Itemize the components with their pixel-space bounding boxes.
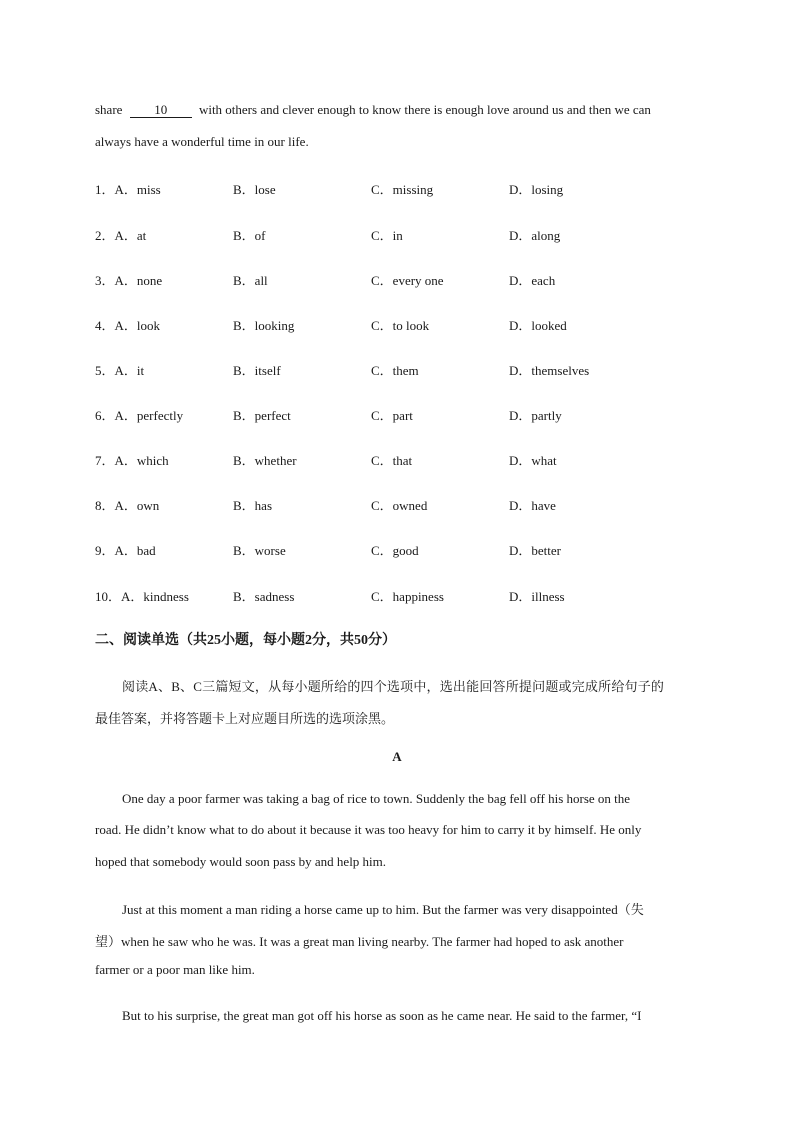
question-5-option-c: C．them: [371, 363, 419, 378]
question-number: 9．: [95, 543, 115, 558]
paragraph-3-line-1: But to his surprise, the great man got off his horse as soon as he came near. He said to the farmer, “I: [122, 1008, 642, 1023]
intro-line-1: [95, 102, 651, 118]
question-1-option-c: C．missing: [371, 182, 434, 197]
question-7-option-d: D．what: [509, 453, 557, 468]
instruction-line-1: 阅读A、B、C三篇短文，从每小题所给的四个选项中，选出能回答所提问题或完成所给句子的: [122, 679, 665, 694]
question-5-option-d: D．themselves: [509, 363, 590, 378]
question-10-option-c: C．happiness: [371, 589, 444, 604]
question-3-option-a: [95, 270, 162, 289]
question-5-option-a: [95, 360, 144, 379]
passage-label: A: [392, 749, 402, 764]
intro-text-after: with others and clever enough to know there is enough love around us and then we can: [198, 102, 651, 117]
question-number: 1．: [95, 182, 115, 197]
question-4-option-a: [95, 315, 160, 334]
question-10-option-b: B．sadness: [233, 589, 295, 604]
option-a-text: A．at: [114, 228, 147, 243]
question-9-option-d: D．better: [509, 543, 561, 558]
question-4-option-b: B．looking: [233, 318, 295, 333]
question-row-4: [95, 315, 715, 335]
question-6-option-a: [95, 405, 183, 424]
option-a-text: A．none: [114, 273, 163, 288]
option-a-text: A．own: [114, 498, 160, 513]
paragraph-2-line-3: farmer or a poor man like him.: [95, 962, 255, 977]
question-7-option-a: [95, 450, 169, 469]
paragraph-2-line-2: 望）when he saw who he was. It was a great man living nearby. The farmer had hoped to ask another: [95, 934, 624, 949]
question-3-option-d: D．each: [509, 273, 556, 288]
option-a-text: A．look: [114, 318, 161, 333]
question-9-option-c: C．good: [371, 543, 419, 558]
question-row-6: [95, 405, 715, 425]
question-row-1: [95, 179, 715, 199]
question-8-option-c: C．owned: [371, 498, 428, 513]
question-row-3: [95, 270, 715, 290]
question-6-option-c: C．part: [371, 408, 413, 423]
question-7-option-b: B．whether: [233, 453, 297, 468]
intro-text-before: share: [95, 102, 123, 117]
question-4-option-d: D．looked: [509, 318, 567, 333]
question-number: 10．: [95, 589, 122, 604]
question-1-option-b: B．lose: [233, 182, 276, 197]
option-a-text: A．miss: [114, 182, 161, 197]
option-a-text: A．it: [114, 363, 145, 378]
paragraph-1-line-1: One day a poor farmer was taking a bag of rice to town. Suddenly the bag fell off his horse on the: [122, 791, 631, 806]
question-2-option-a: [95, 225, 146, 244]
question-10-option-a: [95, 586, 189, 605]
question-number: 6．: [95, 408, 115, 423]
question-6-option-b: B．perfect: [233, 408, 291, 423]
question-row-9: [95, 540, 715, 560]
paragraph-1-line-3: hoped that somebody would soon pass by and help him.: [95, 854, 387, 869]
question-1-option-d: D．losing: [509, 182, 564, 197]
question-2-option-c: C．in: [371, 228, 403, 243]
question-3-option-c: C．every one: [371, 273, 444, 288]
paragraph-2-line-1: Just at this moment a man riding a horse came up to him. But the farmer was very disappointed（失: [122, 902, 644, 917]
question-number: 7．: [95, 453, 115, 468]
question-10-option-d: D．illness: [509, 589, 565, 604]
question-8-option-b: B．has: [233, 498, 273, 513]
question-number: 3．: [95, 273, 115, 288]
question-row-7: [95, 450, 715, 470]
question-number: 5．: [95, 363, 115, 378]
question-9-option-b: B．worse: [233, 543, 286, 558]
question-4-option-c: C．to look: [371, 318, 430, 333]
question-9-option-a: [95, 540, 156, 559]
question-row-5: [95, 360, 715, 380]
question-row-8: [95, 495, 715, 515]
question-6-option-d: D．partly: [509, 408, 562, 423]
option-a-text: A．bad: [114, 543, 156, 558]
question-8-option-a: [95, 495, 159, 514]
question-row-2: [95, 225, 715, 245]
question-number: 2．: [95, 228, 115, 243]
section-heading: 二、阅读单选（共25小题，每小题2分，共50分）: [95, 633, 396, 648]
question-number: 4．: [95, 318, 115, 333]
paragraph-1-line-2: road. He didn’t know what to do about it because it was too heavy for him to carry it by himself. He only: [95, 822, 642, 837]
option-a-text: A．perfectly: [114, 408, 184, 423]
instruction-line-2: 最佳答案，并将答题卡上对应题目所选的选项涂黑。: [95, 711, 395, 726]
question-3-option-b: B．all: [233, 273, 268, 288]
question-2-option-d: D．along: [509, 228, 561, 243]
option-a-text: A．which: [114, 453, 169, 468]
question-7-option-c: C．that: [371, 453, 413, 468]
question-8-option-d: D．have: [509, 498, 556, 513]
question-5-option-b: B．itself: [233, 363, 281, 378]
question-2-option-b: B．of: [233, 228, 266, 243]
question-number: 8．: [95, 498, 115, 513]
blank-10: 10: [130, 103, 192, 118]
intro-line-2: always have a wonderful time in our life.: [95, 134, 309, 149]
question-1-option-a: [95, 179, 161, 198]
question-row-10: [95, 586, 715, 606]
option-a-text: A．kindness: [121, 589, 189, 604]
